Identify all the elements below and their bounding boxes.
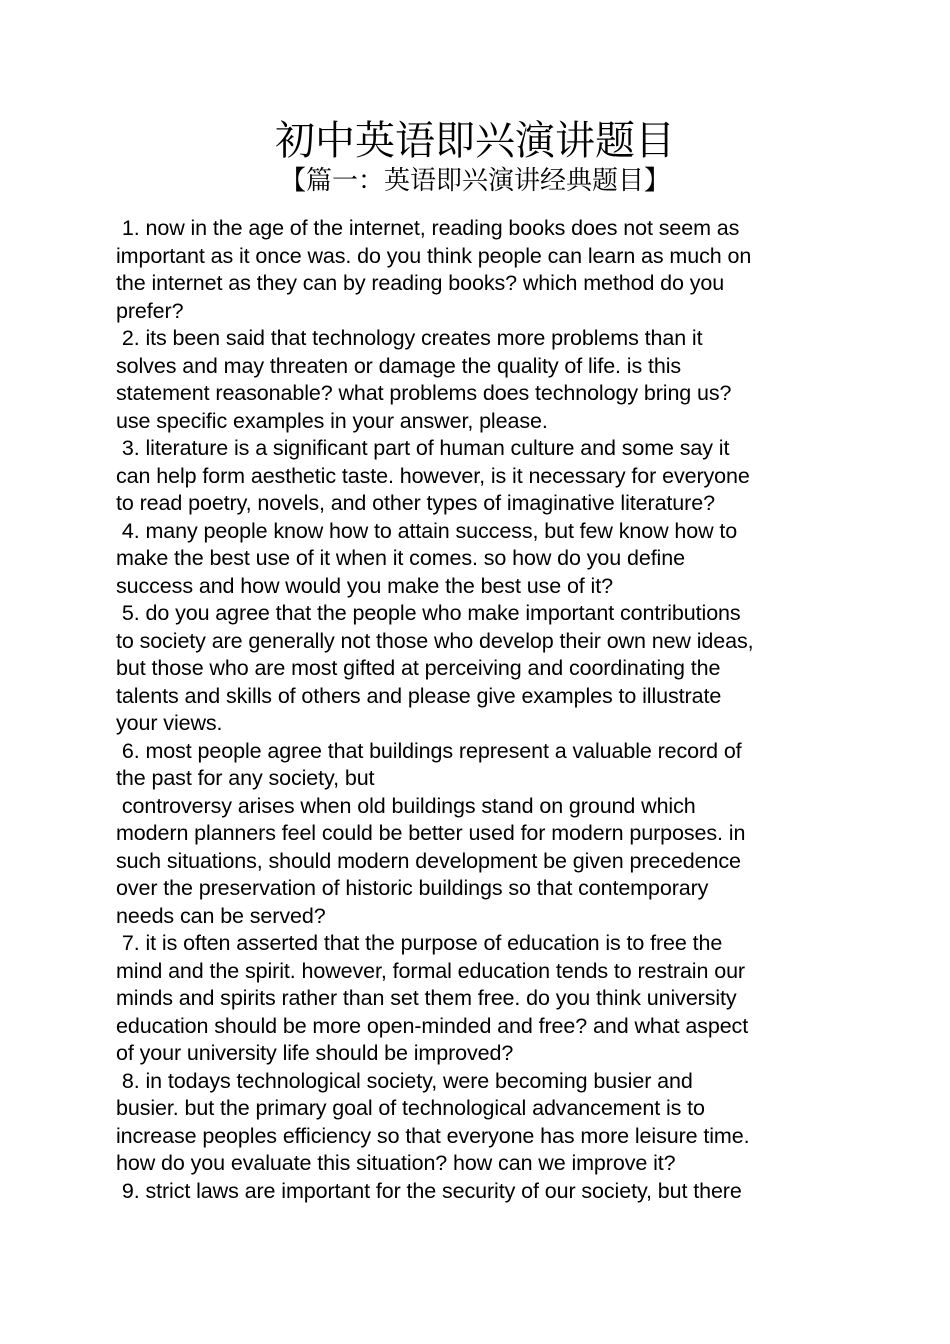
- document-title: 初中英语即兴演讲题目: [275, 118, 675, 164]
- body-text-line: mind and the spirit. however, formal education tends to restrain our: [116, 958, 745, 983]
- body-text-line: how do you evaluate this situation? how can we improve it?: [116, 1151, 676, 1175]
- body-text-line: can help form aesthetic taste. however, is it necessary for everyone: [116, 463, 750, 488]
- body-text-line: but those who are most gifted at perceiving and coordinating the: [116, 656, 721, 680]
- body-text-line: of your university life should be improved?: [116, 1041, 514, 1065]
- body-text-line: increase peoples efficiency so that everyone has more leisure time.: [116, 1123, 750, 1148]
- body-text-line: 5. do you agree that the people who make important contributions: [116, 601, 741, 625]
- body-text-line: success and how would you make the best use of it?: [116, 573, 613, 598]
- body-text-line: make the best use of it when it comes. so how do you define: [116, 546, 685, 570]
- body-text-line: prefer?: [116, 298, 184, 323]
- body-text-line: education should be more open-minded and free? and what aspect: [116, 1013, 749, 1038]
- document-subtitle: 【篇一：英语即兴演讲经典题目】: [279, 166, 670, 196]
- body-text-line: important as it once was. do you think people can learn as much on: [116, 243, 752, 268]
- body-text-line: over the preservation of historic buildings so that contemporary: [116, 876, 709, 900]
- body-text-line: 6. most people agree that buildings represent a valuable record of: [116, 738, 742, 763]
- body-text-line: your views.: [116, 711, 223, 735]
- body-text-line: 7. it is often asserted that the purpose of education is to free the: [116, 931, 723, 955]
- body-text-line: 8. in todays technological society, were becoming busier and: [116, 1068, 693, 1093]
- body-text-line: minds and spirits rather than set them free. do you think university: [116, 986, 737, 1010]
- document-body: [116, 215, 846, 1205]
- body-text-line: to read poetry, novels, and other types of imaginative literature?: [116, 491, 715, 515]
- body-text-line: statement reasonable? what problems does technology bring us?: [116, 381, 732, 405]
- body-text-line: controversy arises when old buildings stand on ground which: [116, 793, 696, 818]
- body-text-line: the past for any society, but: [116, 766, 375, 790]
- body-text-line: 9. strict laws are important for the security of our society, but there: [116, 1178, 742, 1203]
- body-text-line: 4. many people know how to attain success, but few know how to: [116, 518, 738, 543]
- body-text-line: such situations, should modern development be given precedence: [116, 848, 741, 873]
- body-text-line: 2. its been said that technology creates more problems than it: [116, 326, 703, 350]
- body-text-line: use specific examples in your answer, please.: [116, 408, 548, 433]
- body-text-line: solves and may threaten or damage the quality of life. is this: [116, 353, 682, 378]
- body-text-line: 3. literature is a significant part of human culture and some say it: [116, 436, 730, 460]
- body-text-line: talents and skills of others and please give examples to illustrate: [116, 683, 722, 708]
- body-text-line: 1. now in the age of the internet, reading books does not seem as: [116, 216, 740, 240]
- body-text-line: to society are generally not those who develop their own new ideas,: [116, 628, 754, 653]
- body-text-line: needs can be served?: [116, 903, 326, 928]
- body-text-line: busier. but the primary goal of technological advancement is to: [116, 1096, 705, 1120]
- body-text-line: modern planners feel could be better used for modern purposes. in: [116, 821, 746, 845]
- body-text-line: the internet as they can by reading books? which method do you: [116, 271, 725, 295]
